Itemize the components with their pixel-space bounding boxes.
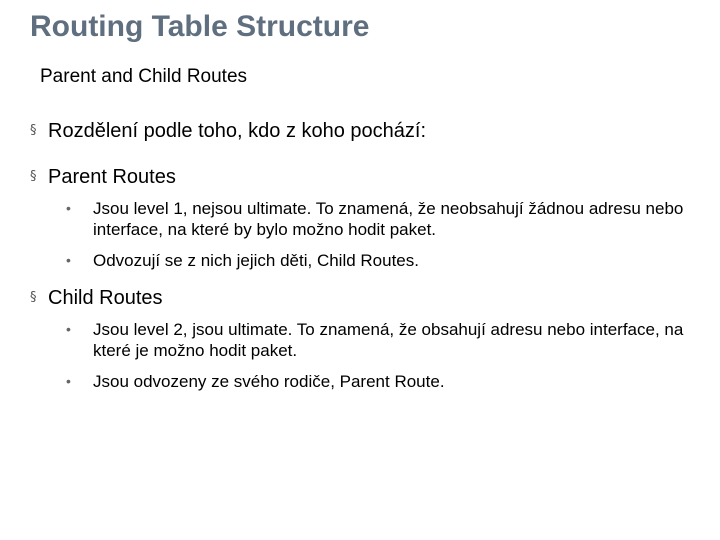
section-bullet-icon: § — [30, 169, 37, 184]
list-item-text: Odvozují se z nich jejich děti, Child Routes. — [93, 251, 419, 270]
slide-content — [30, 118, 690, 392]
list-item-text: Jsou level 2, jsou ultimate. To znamená, že obsahují adresu nebo interface, na které je možno hodit paket. — [93, 320, 684, 360]
child-routes-heading: Child Routes — [48, 287, 163, 309]
section-bullet-icon: § — [30, 123, 37, 138]
parent-routes-heading: Parent Routes — [48, 166, 176, 188]
dot-bullet-icon: • — [66, 373, 71, 389]
slide-subtitle: Parent and Child Routes — [40, 66, 248, 87]
list-item-text: Jsou odvozeny ze svého rodiče, Parent Route. — [93, 372, 445, 391]
bullet-parent-routes — [30, 164, 690, 190]
list-item — [66, 250, 690, 271]
dot-bullet-icon: • — [66, 200, 71, 216]
bullet-intro — [30, 118, 690, 144]
parent-routes-list — [30, 198, 690, 271]
child-routes-list — [30, 319, 690, 392]
list-item — [66, 371, 690, 392]
slide-title: Routing Table Structure — [30, 10, 370, 43]
dot-bullet-icon: • — [66, 321, 71, 337]
bullet-child-routes — [30, 285, 690, 311]
list-item — [66, 198, 690, 240]
bullet-intro-text: Rozdělení podle toho, kdo z koho pochází: — [48, 120, 427, 142]
dot-bullet-icon: • — [66, 252, 71, 268]
section-bullet-icon: § — [30, 290, 37, 305]
list-item-text: Jsou level 1, nejsou ultimate. To znamená, že neobsahují žádnou adresu nebo interface, na které by bylo možno hodit paket. — [93, 199, 684, 239]
list-item — [66, 319, 690, 361]
